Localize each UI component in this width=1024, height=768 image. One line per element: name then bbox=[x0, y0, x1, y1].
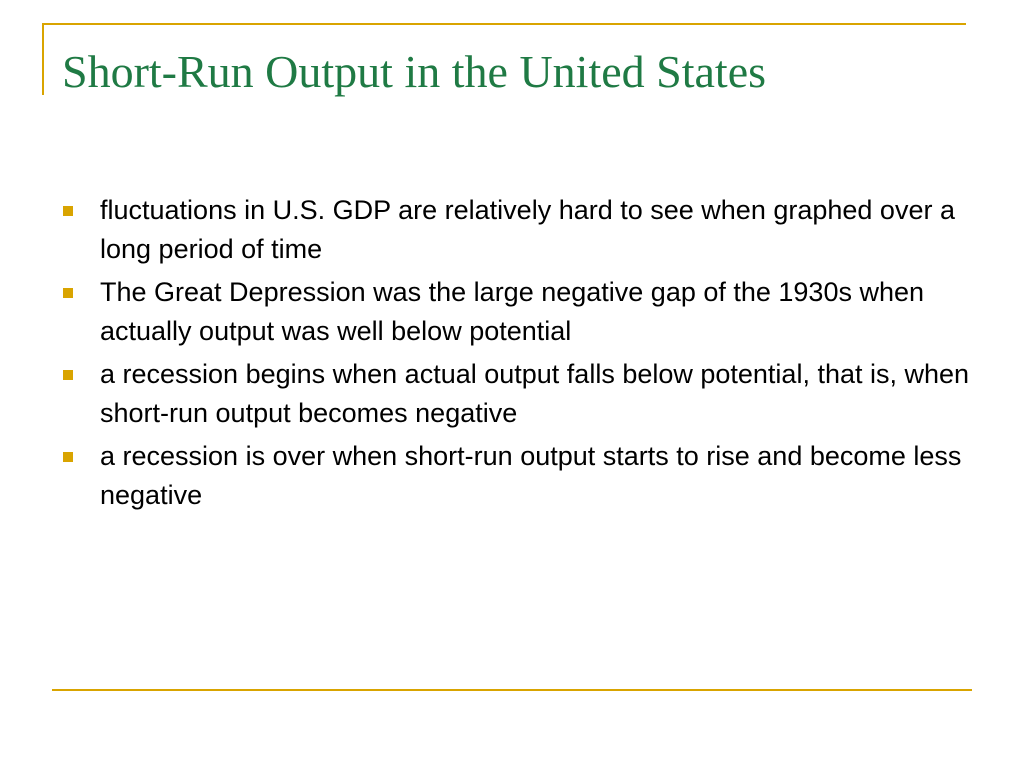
left-frame-line bbox=[42, 23, 44, 95]
bullet-text: The Great Depression was the large negative gap of the 1930s when actually output was well below potential bbox=[100, 277, 925, 346]
bullet-text: fluctuations in U.S. GDP are relatively hard to see when graphed over a long period of time bbox=[100, 195, 955, 264]
bullet-item bbox=[62, 437, 972, 515]
bullet-item bbox=[62, 273, 972, 351]
square-bullet-icon bbox=[63, 370, 73, 380]
bottom-divider-line bbox=[52, 689, 972, 691]
bullet-text: a recession is over when short-run output starts to rise and become less negative bbox=[100, 441, 962, 510]
bullet-item bbox=[62, 191, 972, 269]
square-bullet-icon bbox=[63, 452, 73, 462]
square-bullet-icon bbox=[63, 288, 73, 298]
square-bullet-icon bbox=[63, 206, 73, 216]
top-frame-line bbox=[42, 23, 966, 25]
bullet-item bbox=[62, 355, 972, 433]
slide-title: Short-Run Output in the United States bbox=[62, 46, 767, 97]
bullet-text: a recession begins when actual output falls below potential, that is, when short-run output becomes negative bbox=[100, 359, 970, 428]
bullet-list bbox=[62, 191, 972, 519]
